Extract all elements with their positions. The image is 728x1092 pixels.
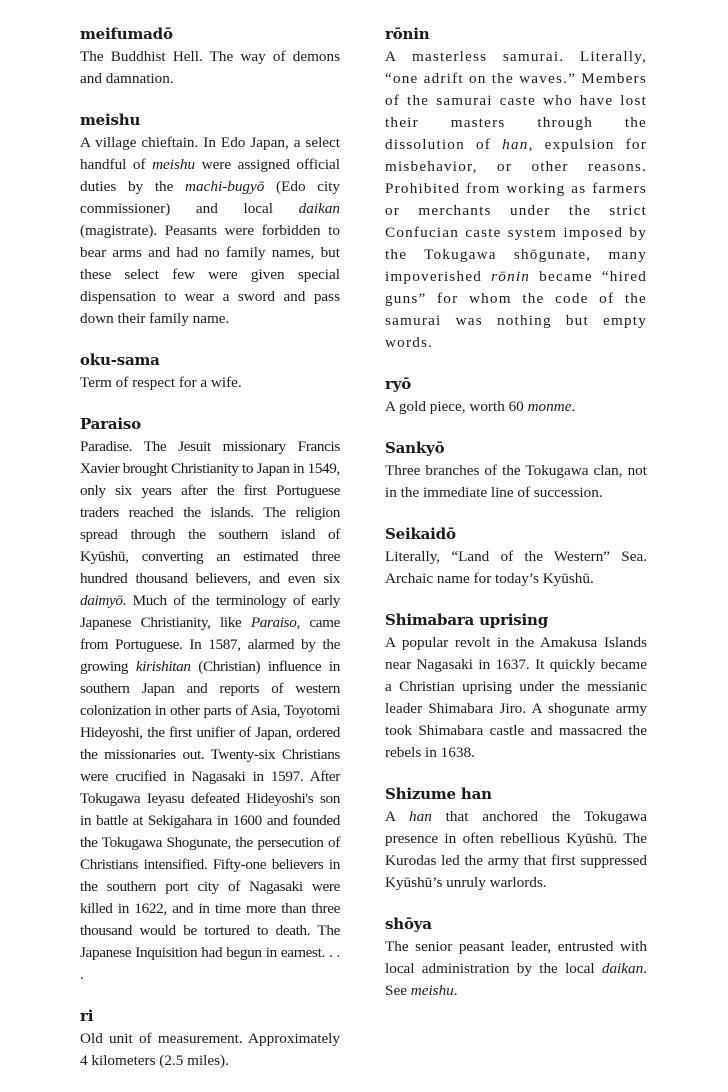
glossary-entry-shoya bbox=[385, 914, 647, 1002]
glossary-entry-shizume-han bbox=[385, 784, 647, 894]
italic-term: han bbox=[502, 136, 529, 153]
glossary-term: ryō bbox=[385, 375, 412, 393]
glossary-column-right bbox=[385, 24, 647, 1022]
italic-term: han bbox=[409, 808, 432, 825]
glossary-entry-meishu bbox=[80, 110, 340, 330]
glossary-entry-ronin bbox=[385, 24, 647, 354]
glossary-definition: A han that anchored the Tokugawa presence in often rebellious Kyūshū. The Kurodas led the army that first suppressed Kyūshū’s unruly warlords. bbox=[385, 808, 647, 891]
glossary-definition: The senior peasant leader, entrusted with local administration by the local daikan. See meishu. bbox=[385, 938, 647, 999]
glossary-term: Shizume han bbox=[385, 785, 492, 803]
italic-term: meishu bbox=[410, 982, 454, 999]
glossary-term: meishu bbox=[80, 111, 141, 129]
italic-term: machi-bugyō bbox=[185, 178, 265, 195]
italic-term: daimyō bbox=[80, 592, 123, 609]
glossary-entry-oku-sama bbox=[80, 350, 340, 394]
glossary-definition: Paradise. The Jesuit missionary Francis Xavier brought Christianity to Japan in 1549, only six years after the first Portuguese traders reached the islands. The religion spread through the southern island of Kyūshū, converting an estimated three hundred thousand believers, and even six daimyō. Much of the terminology of early Japanese Christianity, like Paraiso, came from Portuguese. In 1587, alarmed by the growing kirishitan (Christian) influence in southern Japan and reports of western colonization in other parts of Asia, Toyotomi Hideyoshi, the first unifier of Japan, ordered the missionaries out. Twenty-six Christians were crucified in Nagasaki in 1597. After Tokugawa Ieyasu defeated Hideyoshi's son in battle at Sekigahara in 1600 and founded the Tokugawa Shogunate, the persecution of Christians intensified. Fifty-one believers in the southern port city of Nagasaki were killed in 1622, and in time more than three thousand would be tortured to death. The Japanese Inquisition had begun in earnest. . . . bbox=[80, 438, 340, 983]
glossary-term: Seikaidō bbox=[385, 525, 456, 543]
glossary-definition: Literally, “Land of the Western” Sea. Archaic name for today’s Kyūshū. bbox=[385, 548, 647, 587]
glossary-term: Paraiso bbox=[80, 415, 141, 433]
glossary-term: oku-sama bbox=[80, 351, 160, 369]
glossary-definition: Term of respect for a wife. bbox=[80, 374, 242, 391]
glossary-term: Shimabara uprising bbox=[385, 611, 549, 629]
glossary-term: rōnin bbox=[385, 25, 430, 43]
glossary-term: Sankyō bbox=[385, 439, 445, 457]
glossary-definition: A masterless samurai. Literally, “one adrift on the waves.” Members of the samurai caste who have lost their masters through the dissolution of han, expulsion for misbehavior, or other reasons. Prohibited from working as farmers or merchants under the strict Confucian caste system imposed by the Tokugawa shōgunate, many impoverished rōnin became “hired guns” for whom the code of the samurai was nothing but empty words. bbox=[385, 48, 647, 351]
glossary-entry-ri bbox=[80, 1006, 340, 1072]
glossary-entry-paraiso bbox=[80, 414, 340, 986]
glossary-term: meifumadō bbox=[80, 25, 173, 43]
glossary-definition: A popular revolt in the Amakusa Islands near Nagasaki in 1637. It quickly became a Christian uprising under the messianic leader Shimabara Jiro. A shogunate army took Shimabara castle and massacred the rebels in 1638. bbox=[385, 634, 647, 761]
glossary-definition: The Buddhist Hell. The way of demons and damnation. bbox=[80, 48, 340, 87]
italic-term: daikan bbox=[298, 200, 340, 217]
glossary-entry-sankyo bbox=[385, 438, 647, 504]
italic-term: monme bbox=[527, 398, 572, 415]
italic-term: kirishitan bbox=[135, 658, 191, 675]
glossary-definition: Three branches of the Tokugawa clan, not in the immediate line of succession. bbox=[385, 462, 647, 501]
glossary-entry-ryo bbox=[385, 374, 647, 418]
glossary-term: shōya bbox=[385, 915, 432, 933]
italic-term: daikan bbox=[601, 960, 644, 977]
glossary-term: ri bbox=[80, 1007, 94, 1025]
glossary-entry-meifumado bbox=[80, 24, 340, 90]
glossary-definition: A village chieftain. In Edo Japan, a select handful of meishu were assigned official duties by the machi-bugyō (Edo city commissioner) and local daikan (magistrate). Peasants were forbidden to bear arms and had no family names, but these select few were given special dispensation to wear a sword and pass down their family name. bbox=[80, 134, 340, 327]
glossary-column-left bbox=[80, 24, 340, 1092]
glossary-entry-shimabara-uprising bbox=[385, 610, 647, 764]
italic-term: meishu bbox=[152, 156, 196, 173]
italic-term: Paraiso bbox=[250, 614, 297, 631]
glossary-entry-seikaido bbox=[385, 524, 647, 590]
italic-term: rōnin bbox=[491, 268, 531, 285]
glossary-definition: Old unit of measurement. Approximately 4 kilometers (2.5 miles). bbox=[80, 1030, 340, 1069]
glossary-definition: A gold piece, worth 60 monme. bbox=[385, 398, 576, 415]
